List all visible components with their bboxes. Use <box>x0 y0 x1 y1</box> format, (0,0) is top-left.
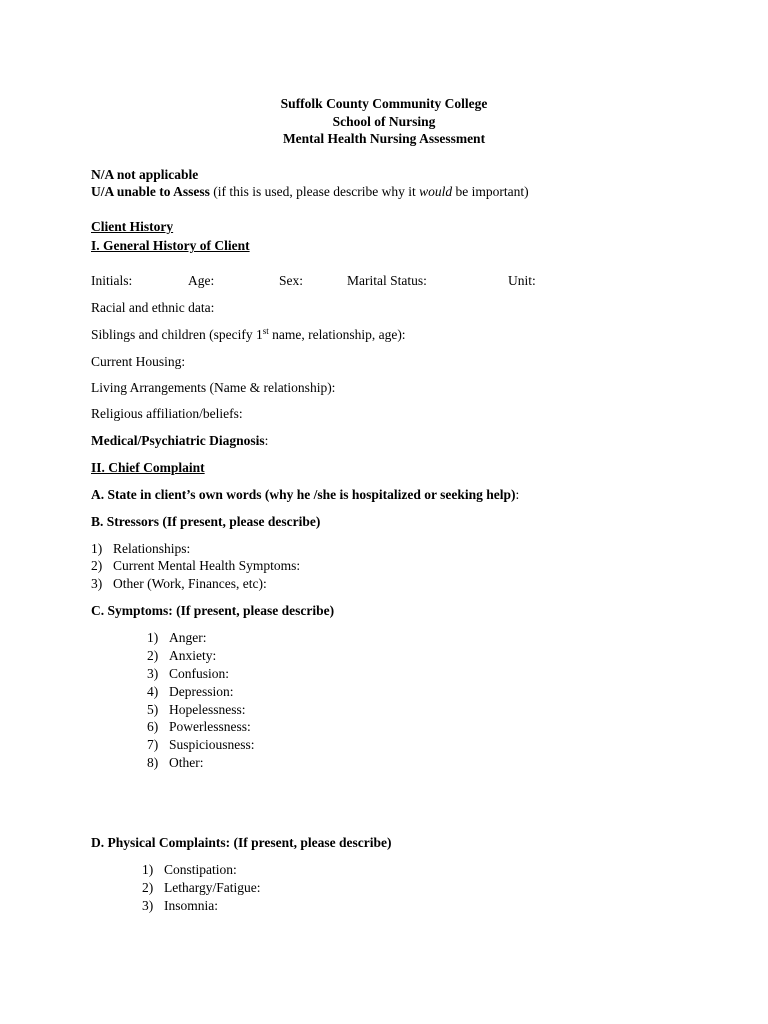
siblings-superscript: st <box>262 326 269 336</box>
field-racial-ethnic: Racial and ethnic data: <box>91 300 215 315</box>
legend-ua-emphasis: would <box>419 184 453 199</box>
siblings-label: Siblings and children (specify 1 <box>91 327 263 342</box>
field-diagnosis <box>91 434 268 448</box>
list-item <box>147 703 246 717</box>
diagnosis-colon: : <box>264 433 269 448</box>
field-marital-status: Marital Status: <box>347 273 427 288</box>
list-number: 2) <box>147 648 159 663</box>
section-1-title: I. General History of Client <box>91 238 250 253</box>
symptoms-title: C. Symptoms: (If present, please describe) <box>91 603 335 618</box>
list-number: 7) <box>147 737 159 752</box>
field-current-housing: Current Housing: <box>91 354 186 369</box>
siblings-label-end: name, relationship, age): <box>268 327 406 342</box>
list-item <box>91 542 190 556</box>
diagnosis-label: Medical/Psychiatric Diagnosis <box>91 433 265 448</box>
list-item <box>147 649 216 663</box>
field-living-arrangements: Living Arrangements (Name & relationship): <box>91 380 336 395</box>
field-siblings <box>91 328 406 342</box>
field-age: Age: <box>188 273 215 288</box>
list-label: Current Mental Health Symptoms: <box>113 558 301 573</box>
list-item <box>91 577 267 591</box>
list-number: 2) <box>142 880 154 895</box>
list-number: 1) <box>142 862 154 877</box>
list-label: Anger: <box>169 630 207 645</box>
list-label: Insomnia: <box>164 898 218 913</box>
item-a-label: A. State in client’s own words (why he /she is hospitalized or seeking help) <box>91 487 516 502</box>
list-label: Other: <box>169 755 204 770</box>
list-number: 5) <box>147 702 159 717</box>
school-name: School of Nursing <box>332 114 436 129</box>
list-number: 3) <box>91 576 103 591</box>
list-label: Powerlessness: <box>169 719 251 734</box>
field-unit: Unit: <box>508 273 536 288</box>
list-label: Anxiety: <box>169 648 217 663</box>
list-label: Hopelessness: <box>169 702 246 717</box>
item-a-own-words <box>91 488 519 502</box>
list-item <box>147 720 251 734</box>
list-label: Confusion: <box>169 666 230 681</box>
section-2-title: II. Chief Complaint <box>91 460 205 475</box>
list-label: Lethargy/Fatigue: <box>164 880 261 895</box>
college-name: Suffolk County Community College <box>280 96 488 111</box>
legend-ua-note: (if this is used, please describe why it <box>209 184 420 199</box>
list-number: 4) <box>147 684 159 699</box>
list-item <box>91 559 300 573</box>
field-sex: Sex: <box>279 273 304 288</box>
document-title: Mental Health Nursing Assessment <box>282 131 486 146</box>
field-initials: Initials: <box>91 273 133 288</box>
list-item <box>142 863 237 877</box>
list-number: 8) <box>147 755 159 770</box>
list-item <box>147 667 229 681</box>
list-number: 2) <box>91 558 103 573</box>
list-item <box>142 899 218 913</box>
list-number: 3) <box>147 666 159 681</box>
list-item <box>147 756 204 770</box>
list-number: 3) <box>142 898 154 913</box>
list-label: Constipation: <box>164 862 237 877</box>
list-label: Relationships: <box>113 541 191 556</box>
list-item <box>147 685 234 699</box>
list-number: 6) <box>147 719 159 734</box>
legend-na: N/A not applicable <box>91 167 199 182</box>
list-label: Suspiciousness: <box>169 737 255 752</box>
list-item <box>147 738 255 752</box>
legend-ua-note-end: be important) <box>452 184 529 199</box>
list-item <box>142 881 260 895</box>
stressors-title: B. Stressors (If present, please describe) <box>91 514 321 529</box>
physical-complaints-title: D. Physical Complaints: (If present, please describe) <box>91 835 392 850</box>
client-history-heading: Client History <box>91 219 174 234</box>
list-item <box>147 631 207 645</box>
field-religious: Religious affiliation/beliefs: <box>91 406 243 421</box>
list-number: 1) <box>147 630 159 645</box>
legend-ua <box>91 185 529 199</box>
list-label: Depression: <box>169 684 234 699</box>
item-a-colon: : <box>515 487 520 502</box>
list-label: Other (Work, Finances, etc): <box>113 576 267 591</box>
legend-ua-label: U/A unable to Assess <box>91 184 210 199</box>
list-number: 1) <box>91 541 103 556</box>
